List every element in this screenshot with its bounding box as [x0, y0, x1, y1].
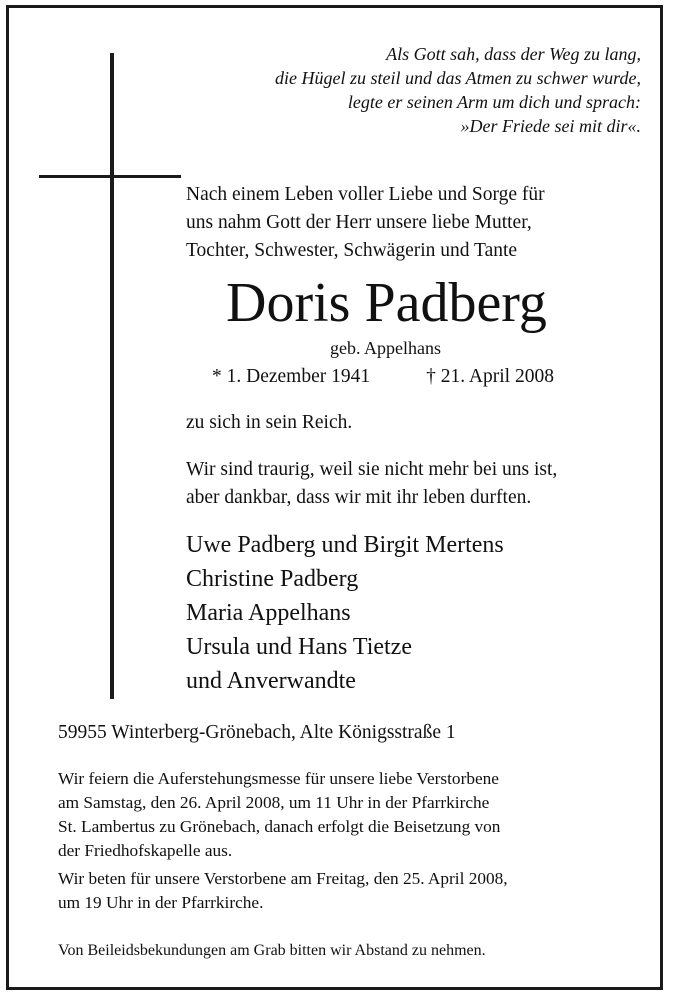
family-member: Ursula und Hans Tietze — [186, 634, 412, 660]
prayer-line: um 19 Uhr in der Pfarrkirche. — [58, 893, 264, 912]
mourning-line: Wir sind traurig, weil sie nicht mehr bei uns ist, — [186, 459, 558, 480]
maiden-name: geb. Appelhans — [330, 338, 441, 358]
family-member: und Anverwandte — [186, 668, 356, 694]
poem-line: die Hügel zu steil und das Atmen zu schwer wurde, — [275, 68, 641, 88]
prayer-line: Wir beten für unsere Verstorbene am Freitag, den 25. April 2008, — [58, 869, 508, 888]
intro-text — [186, 181, 656, 265]
poem — [161, 42, 641, 138]
mass-line: der Friedhofskapelle aus. — [58, 841, 233, 860]
family-member: Maria Appelhans — [186, 600, 351, 626]
prayer-notice — [58, 867, 508, 915]
condolences-notice: Von Beileidsbekundungen am Grab bitten wir Abstand zu nehmen. — [58, 942, 486, 959]
mass-line: Wir feiern die Auferstehungsmesse für unsere liebe Verstorbene — [58, 769, 499, 788]
reich-text: zu sich in sein Reich. — [186, 412, 353, 433]
mourning-text — [186, 456, 557, 512]
poem-line: Als Gott sah, dass der Weg zu lang, — [386, 44, 641, 64]
poem-line: »Der Friede sei mit dir«. — [460, 116, 641, 136]
deceased-name: Doris Padberg — [226, 272, 547, 334]
mass-line: am Samstag, den 26. April 2008, um 11 Uhr in der Pfarrkirche — [58, 793, 490, 812]
mass-line: St. Lambertus zu Grönebach, danach erfolgt die Beisetzung von — [58, 817, 501, 836]
intro-line: Nach einem Leben voller Liebe und Sorge für — [186, 184, 545, 205]
mourning-line: aber dankbar, dass wir mit ihr leben durften. — [186, 487, 532, 508]
address: 59955 Winterberg-Grönebach, Alte Königsstraße 1 — [58, 722, 456, 743]
intro-line: Tochter, Schwester, Schwägerin und Tante — [186, 240, 518, 261]
family-member: Uwe Padberg und Birgit Mertens — [186, 532, 504, 558]
cross-icon-horizontal — [39, 175, 181, 178]
family-list — [186, 528, 504, 698]
poem-line: legte er seinen Arm um dich und sprach: — [347, 92, 641, 112]
life-dates — [212, 363, 554, 391]
mass-notice — [58, 767, 500, 863]
family-member: Christine Padberg — [186, 566, 359, 592]
cross-icon-vertical — [110, 53, 114, 699]
death-date: † 21. April 2008 — [426, 366, 554, 387]
birth-date: * 1. Dezember 1941 — [212, 366, 371, 387]
intro-line: uns nahm Gott der Herr unsere liebe Mutter, — [186, 212, 532, 233]
